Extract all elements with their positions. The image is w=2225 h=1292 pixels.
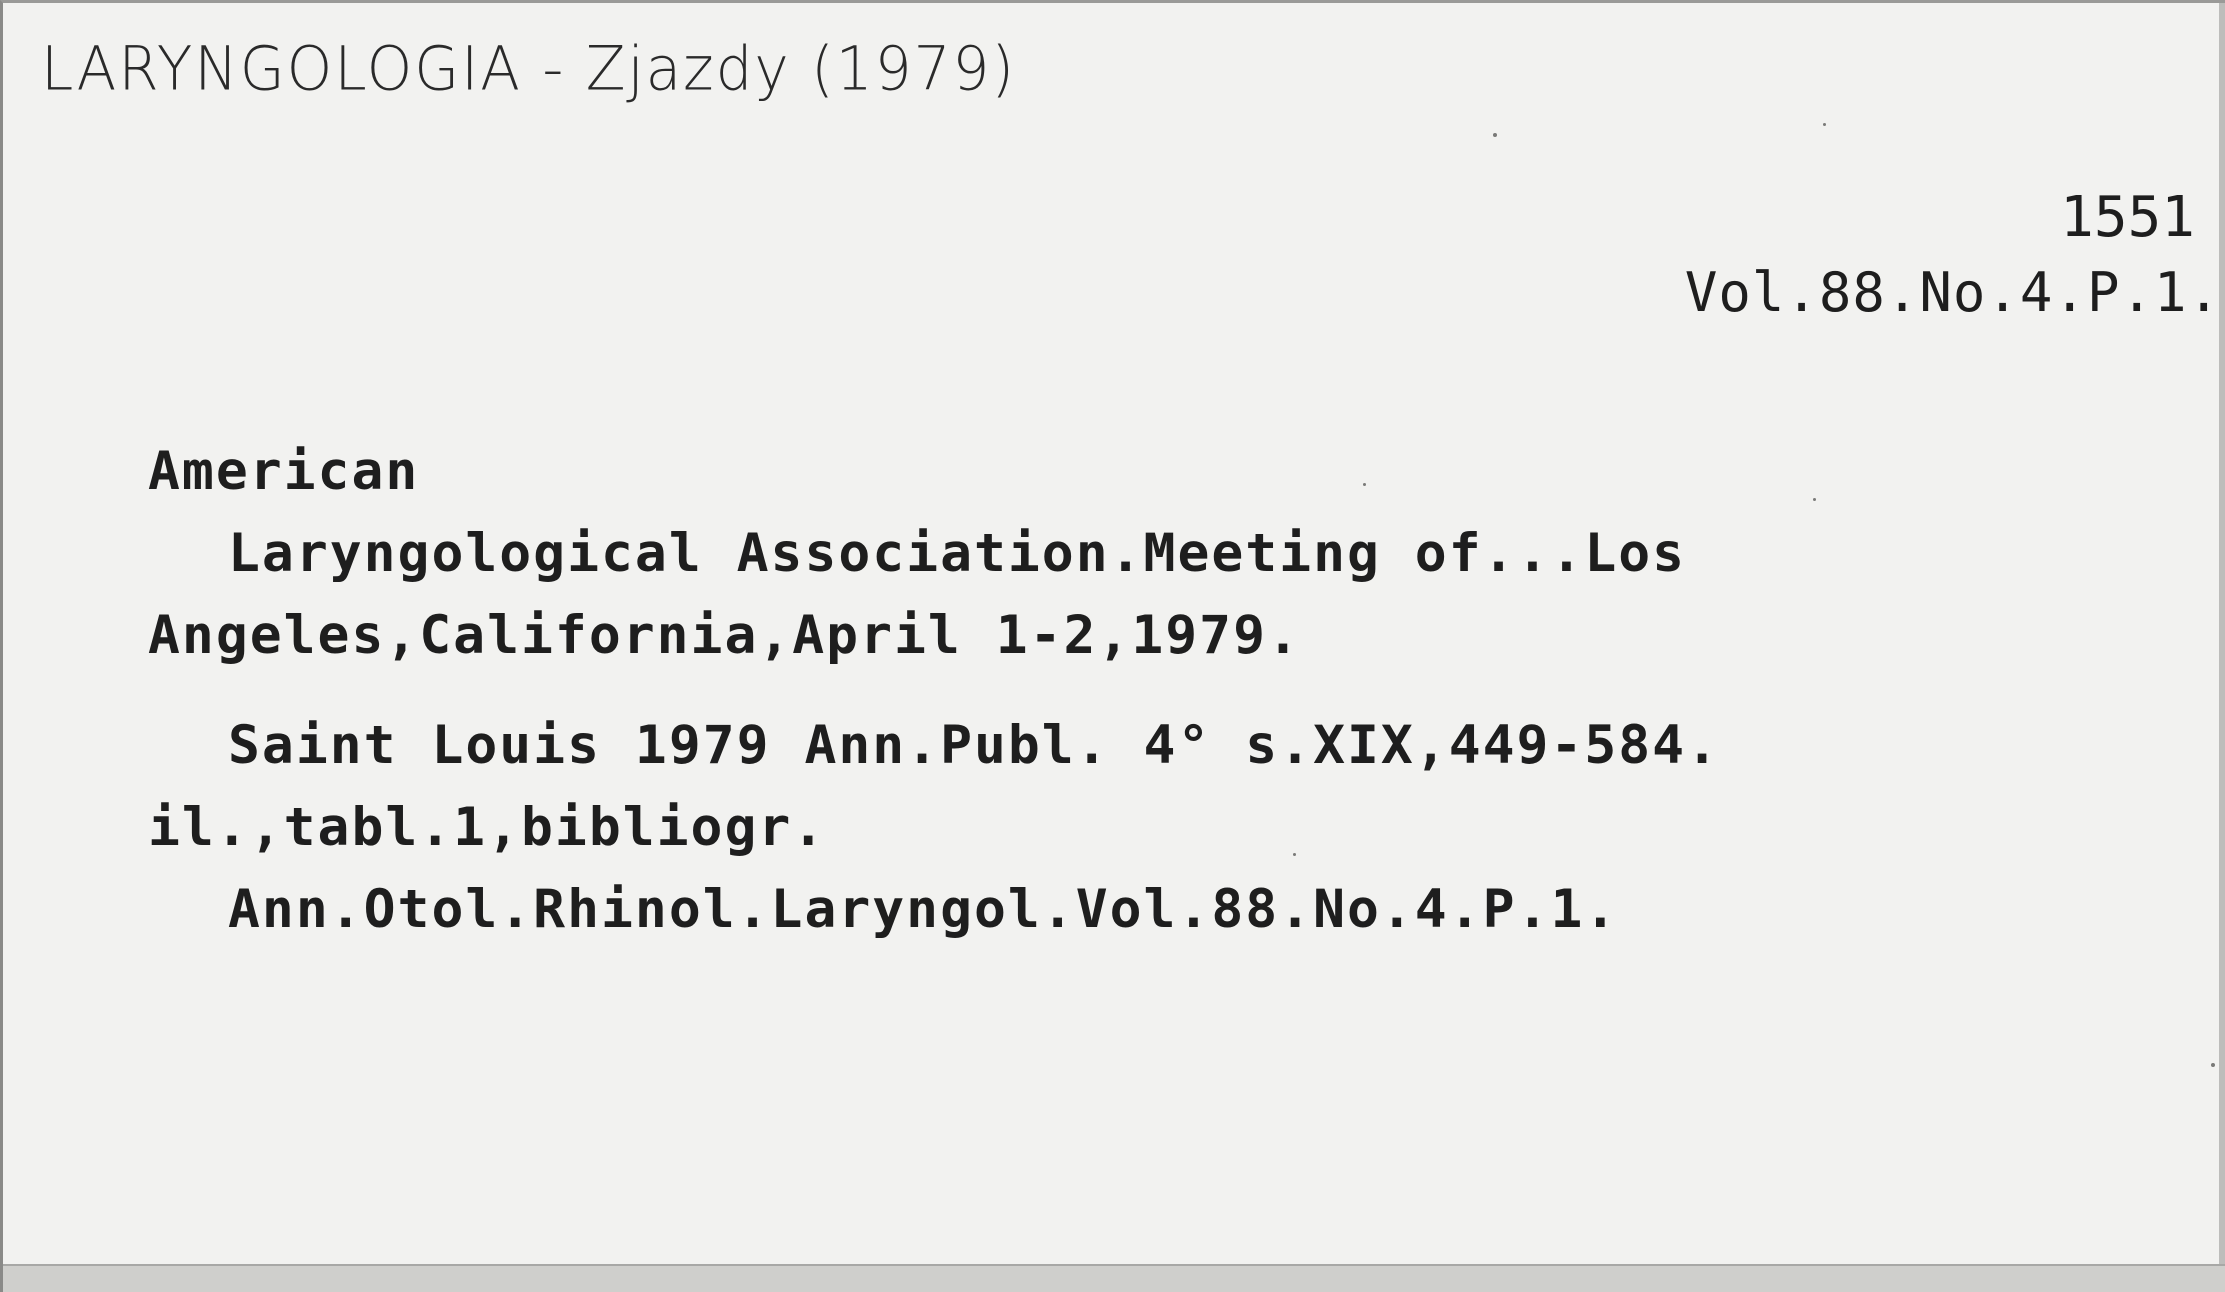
entry-line-1: American — [148, 441, 420, 502]
speck — [1823, 123, 1826, 126]
entry-line-6: Ann.Otol.Rhinol.Laryngol.Vol.88.No.4.P.1. — [228, 879, 1619, 940]
entry-line-2: Laryngological Association.Meeting of...Los — [228, 523, 1687, 584]
volume-reference: Vol.88.No.4.P.1. — [1684, 261, 2221, 324]
entry-line-3: Angeles,California,April 1-2,1979. — [148, 605, 1301, 666]
speck — [1363, 483, 1366, 486]
speck — [2211, 1063, 2215, 1067]
handwritten-heading: LARYNGOLOGIA - Zjazdy (1979) — [41, 33, 1017, 105]
speck — [1813, 498, 1816, 501]
card-right-edge — [2219, 3, 2225, 1292]
speck — [1293, 853, 1296, 856]
entry-line-5: il.,tabl.1,bibliogr. — [148, 797, 827, 858]
card-bottom-edge — [3, 1264, 2225, 1292]
entry-line-4: Saint Louis 1979 Ann.Publ. 4° s.XIX,449-584. — [228, 715, 1720, 776]
speck — [1493, 133, 1497, 137]
call-number: 1551 — [2060, 185, 2195, 250]
